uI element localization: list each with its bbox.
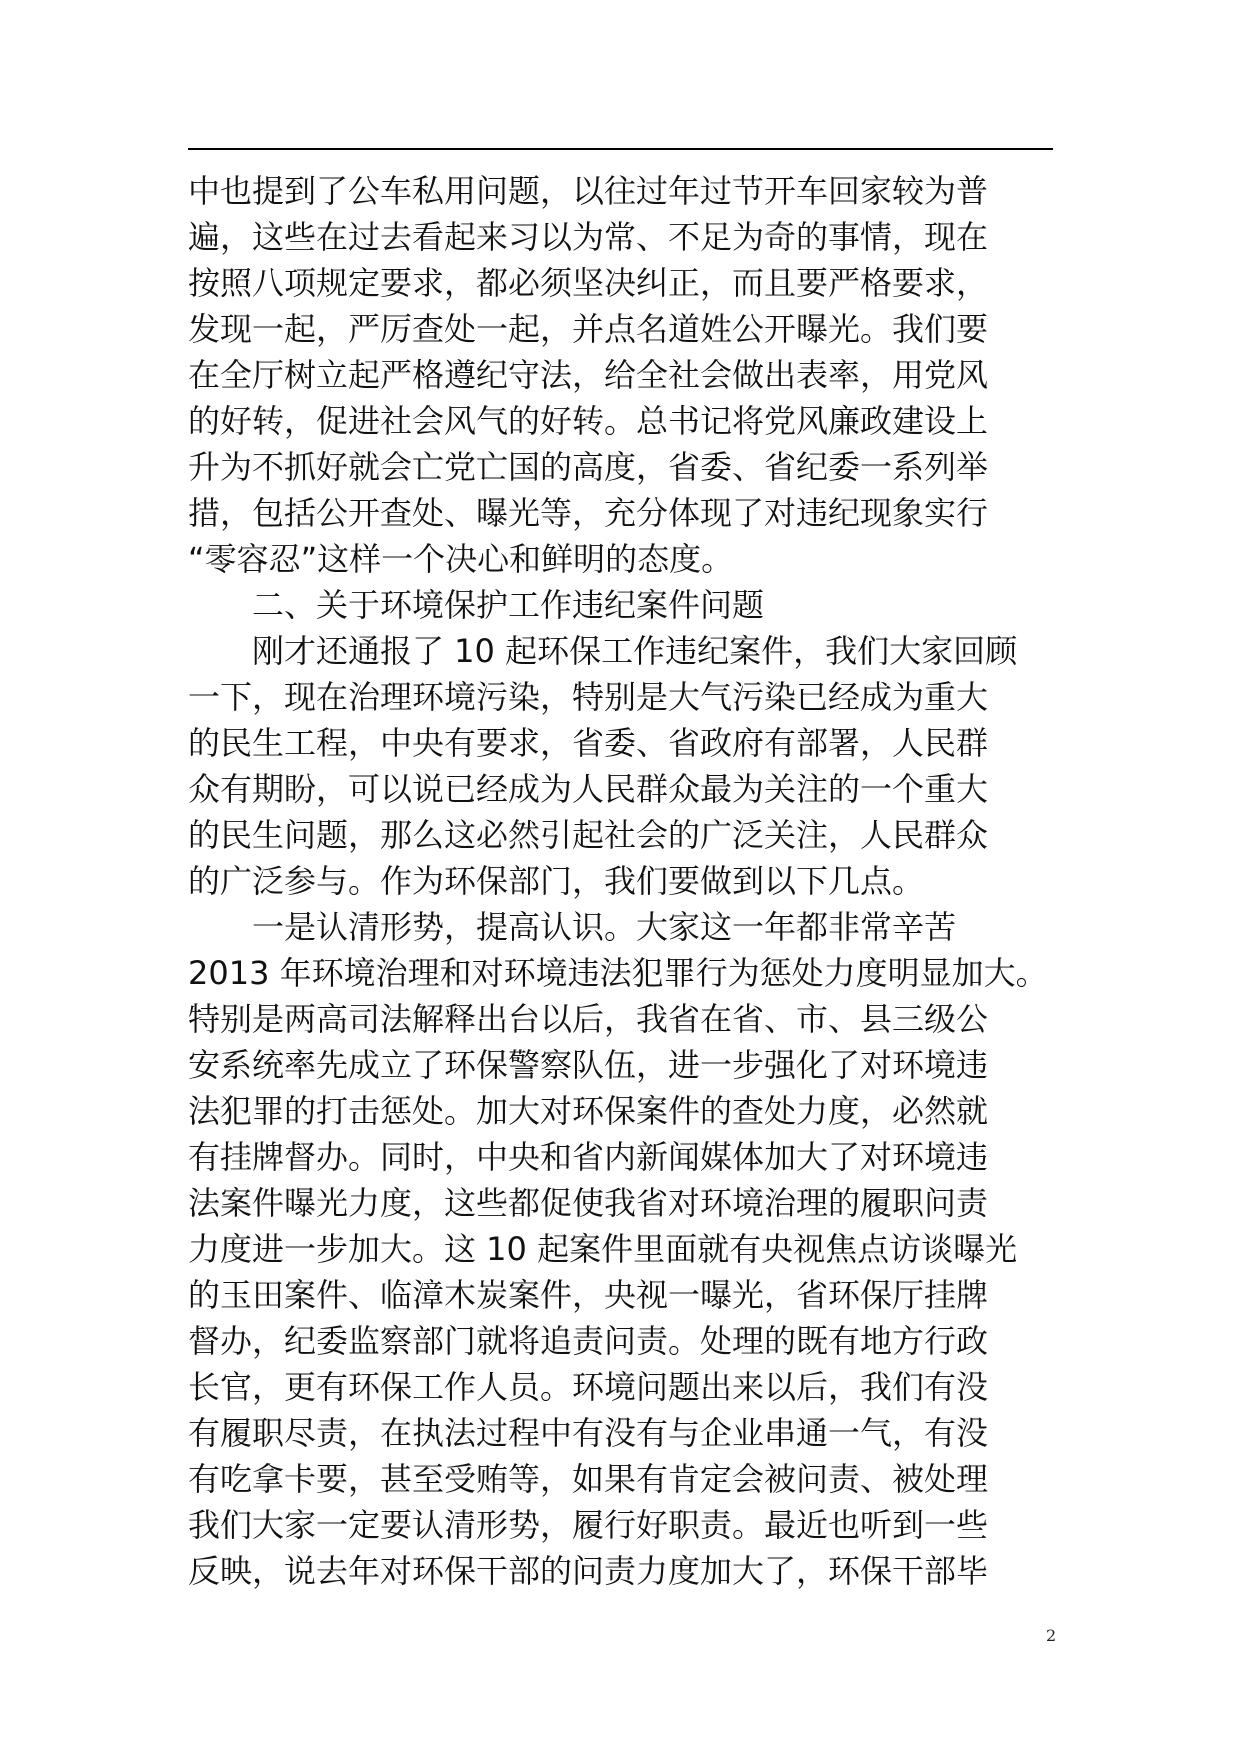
text-line: 措，包括公开查处、曝光等，充分体现了对违纪现象实行 [188,494,989,532]
text-line: 升为不抓好就会亡党亡国的高度，省委、省纪委一系列举 [188,448,989,486]
text-line: 有履职尽责，在执法过程中有没有与企业串通一气，有没 [188,1414,989,1452]
text-line: 在全厅树立起严格遵纪守法，给全社会做出表率，用党风 [188,356,989,394]
body-text [188,168,1088,1594]
text-line: 一下，现在治理环境污染，特别是大气污染已经成为重大 [188,678,989,716]
text-line: 法犯罪的打击惩处。加大对环保案件的查处力度，必然就 [188,1092,989,1130]
text-line: 二、关于环境保护工作违纪案件问题 [252,586,765,624]
text-line: 有吃拿卡要，甚至受贿等，如果有肯定会被问责、被处理 [188,1460,989,1498]
text-line: 特别是两高司法解释出台以后，我省在省、市、县三级公 [188,1000,989,1038]
text-line: 中也提到了公车私用问题，以往过年过节开车回家较为普 [188,172,989,210]
text-line: 反映，说去年对环保干部的问责力度加大了，环保干部毕 [188,1552,989,1590]
text-line: 的好转，促进社会风气的好转。总书记将党风廉政建设上 [188,402,989,440]
text-line: “零容忍”这样一个决心和鲜明的态度。 [188,540,734,578]
text-line: 的民生问题，那么这必然引起社会的广泛关注，人民群众 [188,816,989,854]
text-line: 的广泛参与。作为环保部门，我们要做到以下几点。 [188,862,925,900]
text-line: 督办，纪委监察部门就将追责问责。处理的既有地方行政 [188,1322,989,1360]
header-rule [188,148,1053,150]
text-line: 2013 年环境治理和对环境违法犯罪行为惩处力度明显加大。 [188,954,1048,992]
text-line: 的民生工程，中央有要求，省委、省政府有部署，人民群 [188,724,989,762]
text-line: 我们大家一定要认清形势，履行好职责。最近也听到一些 [188,1506,989,1544]
text-line: 长官，更有环保工作人员。环境问题出来以后，我们有没 [188,1368,989,1406]
text-line: 力度进一步加大。这 10 起案件里面就有央视焦点访谈曝光 [188,1230,1018,1268]
text-line: 众有期盼，可以说已经成为人民群众最为关注的一个重大 [188,770,989,808]
text-line: 遍，这些在过去看起来习以为常、不足为奇的事情，现在 [188,218,989,256]
text-line: 的玉田案件、临漳木炭案件，央视一曝光，省环保厅挂牌 [188,1276,989,1314]
text-line: 有挂牌督办。同时，中央和省内新闻媒体加大了对环境违 [188,1138,989,1176]
text-line: 按照八项规定要求，都必须坚决纠正，而且要严格要求， [188,264,989,302]
page-number: 2 [1046,1626,1057,1645]
text-line: 发现一起，严厉查处一起，并点名道姓公开曝光。我们要 [188,310,989,348]
text-line: 刚才还通报了 10 起环保工作违纪案件，我们大家回顾 [252,632,1018,670]
text-line: 安系统率先成立了环保警察队伍，进一步强化了对环境违 [188,1046,989,1084]
text-line: 一是认清形势，提高认识。大家这一年都非常辛苦 [252,908,957,946]
text-line: 法案件曝光力度，这些都促使我省对环境治理的履职问责 [188,1184,989,1222]
